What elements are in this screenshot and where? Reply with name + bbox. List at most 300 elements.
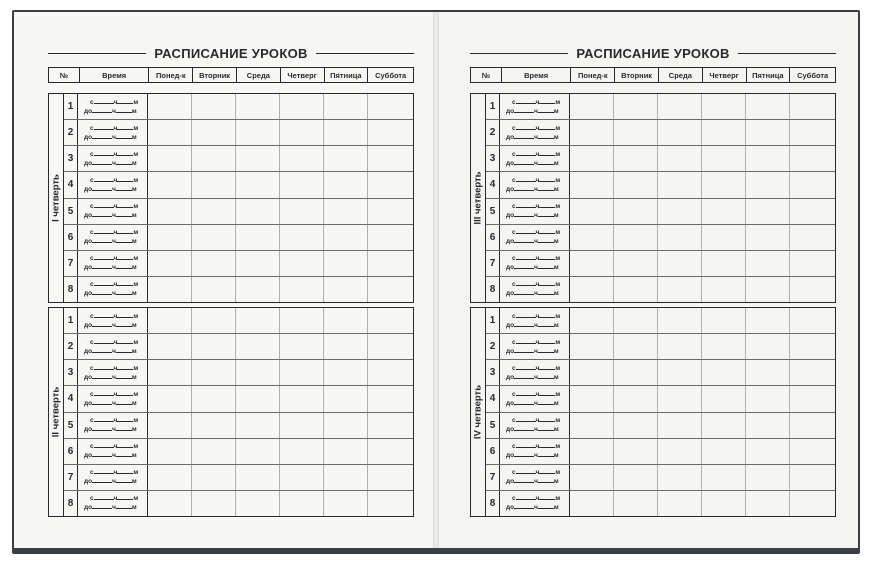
day-cell[interactable]: [280, 465, 324, 490]
day-cell[interactable]: [570, 413, 614, 438]
day-cell[interactable]: [280, 308, 324, 333]
day-cell[interactable]: [746, 491, 790, 516]
time-cell[interactable]: [78, 251, 148, 276]
blank[interactable]: [514, 503, 534, 509]
day-cell[interactable]: [192, 146, 236, 171]
day-cell[interactable]: [658, 491, 702, 516]
day-cell[interactable]: [746, 277, 790, 302]
day-cell[interactable]: [614, 172, 658, 197]
day-cell[interactable]: [658, 277, 702, 302]
day-cell[interactable]: [236, 172, 280, 197]
day-cell[interactable]: [236, 251, 280, 276]
day-cell[interactable]: [192, 308, 236, 333]
day-cell[interactable]: [280, 386, 324, 411]
blank[interactable]: [539, 254, 555, 260]
day-cell[interactable]: [192, 120, 236, 145]
day-cell[interactable]: [236, 360, 280, 385]
day-cell[interactable]: [746, 308, 790, 333]
time-cell[interactable]: [500, 413, 570, 438]
day-cell[interactable]: [658, 225, 702, 250]
day-cell[interactable]: [614, 308, 658, 333]
day-cell[interactable]: [658, 94, 702, 119]
day-cell[interactable]: [148, 94, 192, 119]
blank[interactable]: [516, 494, 536, 500]
day-cell[interactable]: [148, 199, 192, 224]
day-cell[interactable]: [570, 491, 614, 516]
day-cell[interactable]: [570, 277, 614, 302]
blank[interactable]: [117, 254, 133, 260]
day-cell[interactable]: [570, 251, 614, 276]
day-cell[interactable]: [324, 199, 368, 224]
blank[interactable]: [92, 211, 112, 217]
blank[interactable]: [117, 150, 133, 156]
blank[interactable]: [538, 107, 554, 113]
day-cell[interactable]: [702, 225, 746, 250]
blank[interactable]: [538, 321, 554, 327]
day-cell[interactable]: [368, 94, 413, 119]
day-cell[interactable]: [236, 199, 280, 224]
day-cell[interactable]: [790, 439, 835, 464]
day-cell[interactable]: [570, 439, 614, 464]
day-cell[interactable]: [236, 308, 280, 333]
blank[interactable]: [516, 98, 536, 104]
day-cell[interactable]: [236, 465, 280, 490]
time-cell[interactable]: [78, 199, 148, 224]
day-cell[interactable]: [702, 94, 746, 119]
day-cell[interactable]: [790, 386, 835, 411]
day-cell[interactable]: [790, 146, 835, 171]
day-cell[interactable]: [368, 491, 413, 516]
blank[interactable]: [117, 312, 133, 318]
blank[interactable]: [117, 390, 133, 396]
day-cell[interactable]: [790, 334, 835, 359]
blank[interactable]: [514, 263, 534, 269]
day-cell[interactable]: [746, 360, 790, 385]
day-cell[interactable]: [192, 199, 236, 224]
blank[interactable]: [516, 338, 536, 344]
blank[interactable]: [514, 373, 534, 379]
day-cell[interactable]: [324, 439, 368, 464]
day-cell[interactable]: [324, 413, 368, 438]
blank[interactable]: [538, 477, 554, 483]
blank[interactable]: [539, 280, 555, 286]
blank[interactable]: [117, 124, 133, 130]
blank[interactable]: [92, 503, 112, 509]
day-cell[interactable]: [192, 386, 236, 411]
blank[interactable]: [94, 442, 114, 448]
time-cell[interactable]: [500, 439, 570, 464]
day-cell[interactable]: [790, 465, 835, 490]
day-cell[interactable]: [790, 360, 835, 385]
blank[interactable]: [117, 468, 133, 474]
blank[interactable]: [539, 124, 555, 130]
blank[interactable]: [514, 347, 534, 353]
day-cell[interactable]: [746, 120, 790, 145]
time-cell[interactable]: [500, 251, 570, 276]
time-cell[interactable]: [500, 146, 570, 171]
time-cell[interactable]: [78, 334, 148, 359]
day-cell[interactable]: [658, 465, 702, 490]
day-cell[interactable]: [702, 439, 746, 464]
day-cell[interactable]: [658, 413, 702, 438]
blank[interactable]: [514, 159, 534, 165]
blank[interactable]: [514, 477, 534, 483]
blank[interactable]: [116, 503, 132, 509]
day-cell[interactable]: [368, 465, 413, 490]
day-cell[interactable]: [702, 465, 746, 490]
day-cell[interactable]: [368, 251, 413, 276]
day-cell[interactable]: [324, 120, 368, 145]
time-cell[interactable]: [500, 308, 570, 333]
day-cell[interactable]: [702, 413, 746, 438]
day-cell[interactable]: [192, 251, 236, 276]
day-cell[interactable]: [236, 277, 280, 302]
blank[interactable]: [94, 390, 114, 396]
blank[interactable]: [538, 263, 554, 269]
day-cell[interactable]: [148, 172, 192, 197]
day-cell[interactable]: [570, 120, 614, 145]
day-cell[interactable]: [790, 251, 835, 276]
day-cell[interactable]: [658, 308, 702, 333]
blank[interactable]: [94, 468, 114, 474]
day-cell[interactable]: [368, 439, 413, 464]
blank[interactable]: [94, 364, 114, 370]
blank[interactable]: [516, 312, 536, 318]
day-cell[interactable]: [368, 199, 413, 224]
day-cell[interactable]: [614, 94, 658, 119]
day-cell[interactable]: [614, 120, 658, 145]
blank[interactable]: [514, 237, 534, 243]
blank[interactable]: [539, 228, 555, 234]
day-cell[interactable]: [192, 465, 236, 490]
day-cell[interactable]: [614, 491, 658, 516]
blank[interactable]: [514, 185, 534, 191]
blank[interactable]: [94, 228, 114, 234]
day-cell[interactable]: [148, 439, 192, 464]
blank[interactable]: [94, 150, 114, 156]
day-cell[interactable]: [702, 491, 746, 516]
day-cell[interactable]: [746, 225, 790, 250]
day-cell[interactable]: [280, 439, 324, 464]
blank[interactable]: [94, 280, 114, 286]
blank[interactable]: [116, 373, 132, 379]
day-cell[interactable]: [614, 334, 658, 359]
blank[interactable]: [94, 124, 114, 130]
day-cell[interactable]: [702, 360, 746, 385]
day-cell[interactable]: [148, 277, 192, 302]
day-cell[interactable]: [614, 439, 658, 464]
day-cell[interactable]: [746, 334, 790, 359]
blank[interactable]: [516, 442, 536, 448]
time-cell[interactable]: [78, 94, 148, 119]
day-cell[interactable]: [614, 251, 658, 276]
blank[interactable]: [539, 416, 555, 422]
blank[interactable]: [117, 98, 133, 104]
day-cell[interactable]: [192, 439, 236, 464]
blank[interactable]: [539, 390, 555, 396]
day-cell[interactable]: [324, 386, 368, 411]
day-cell[interactable]: [790, 225, 835, 250]
blank[interactable]: [116, 263, 132, 269]
day-cell[interactable]: [324, 465, 368, 490]
day-cell[interactable]: [658, 439, 702, 464]
day-cell[interactable]: [790, 172, 835, 197]
blank[interactable]: [514, 107, 534, 113]
blank[interactable]: [514, 451, 534, 457]
blank[interactable]: [538, 159, 554, 165]
day-cell[interactable]: [148, 360, 192, 385]
day-cell[interactable]: [236, 120, 280, 145]
blank[interactable]: [538, 451, 554, 457]
day-cell[interactable]: [148, 491, 192, 516]
day-cell[interactable]: [236, 439, 280, 464]
day-cell[interactable]: [148, 334, 192, 359]
blank[interactable]: [94, 176, 114, 182]
blank[interactable]: [116, 133, 132, 139]
time-cell[interactable]: [78, 491, 148, 516]
blank[interactable]: [92, 159, 112, 165]
blank[interactable]: [92, 347, 112, 353]
blank[interactable]: [117, 494, 133, 500]
day-cell[interactable]: [658, 251, 702, 276]
day-cell[interactable]: [192, 94, 236, 119]
day-cell[interactable]: [192, 491, 236, 516]
blank[interactable]: [516, 364, 536, 370]
time-cell[interactable]: [78, 146, 148, 171]
blank[interactable]: [516, 202, 536, 208]
day-cell[interactable]: [280, 172, 324, 197]
day-cell[interactable]: [790, 120, 835, 145]
blank[interactable]: [539, 150, 555, 156]
blank[interactable]: [539, 202, 555, 208]
time-cell[interactable]: [500, 277, 570, 302]
blank[interactable]: [538, 347, 554, 353]
day-cell[interactable]: [280, 120, 324, 145]
day-cell[interactable]: [614, 465, 658, 490]
blank[interactable]: [516, 390, 536, 396]
time-cell[interactable]: [78, 225, 148, 250]
time-cell[interactable]: [78, 386, 148, 411]
day-cell[interactable]: [368, 120, 413, 145]
blank[interactable]: [94, 416, 114, 422]
day-cell[interactable]: [702, 251, 746, 276]
blank[interactable]: [538, 289, 554, 295]
blank[interactable]: [516, 150, 536, 156]
day-cell[interactable]: [570, 360, 614, 385]
day-cell[interactable]: [702, 199, 746, 224]
blank[interactable]: [538, 237, 554, 243]
day-cell[interactable]: [570, 334, 614, 359]
day-cell[interactable]: [368, 146, 413, 171]
day-cell[interactable]: [702, 277, 746, 302]
day-cell[interactable]: [570, 225, 614, 250]
blank[interactable]: [94, 98, 114, 104]
blank[interactable]: [538, 185, 554, 191]
time-cell[interactable]: [500, 225, 570, 250]
day-cell[interactable]: [324, 251, 368, 276]
day-cell[interactable]: [236, 225, 280, 250]
blank[interactable]: [514, 425, 534, 431]
blank[interactable]: [538, 425, 554, 431]
day-cell[interactable]: [570, 146, 614, 171]
day-cell[interactable]: [570, 94, 614, 119]
day-cell[interactable]: [790, 308, 835, 333]
day-cell[interactable]: [570, 172, 614, 197]
blank[interactable]: [117, 202, 133, 208]
time-cell[interactable]: [500, 360, 570, 385]
day-cell[interactable]: [192, 334, 236, 359]
blank[interactable]: [539, 98, 555, 104]
day-cell[interactable]: [702, 386, 746, 411]
day-cell[interactable]: [192, 277, 236, 302]
blank[interactable]: [116, 289, 132, 295]
blank[interactable]: [92, 263, 112, 269]
day-cell[interactable]: [746, 439, 790, 464]
day-cell[interactable]: [368, 360, 413, 385]
blank[interactable]: [539, 176, 555, 182]
blank[interactable]: [516, 228, 536, 234]
day-cell[interactable]: [790, 491, 835, 516]
day-cell[interactable]: [368, 413, 413, 438]
day-cell[interactable]: [614, 146, 658, 171]
day-cell[interactable]: [368, 172, 413, 197]
blank[interactable]: [92, 477, 112, 483]
day-cell[interactable]: [570, 308, 614, 333]
time-cell[interactable]: [78, 413, 148, 438]
blank[interactable]: [538, 133, 554, 139]
time-cell[interactable]: [500, 386, 570, 411]
day-cell[interactable]: [324, 308, 368, 333]
blank[interactable]: [514, 133, 534, 139]
day-cell[interactable]: [790, 277, 835, 302]
day-cell[interactable]: [368, 308, 413, 333]
day-cell[interactable]: [148, 465, 192, 490]
day-cell[interactable]: [148, 120, 192, 145]
day-cell[interactable]: [236, 413, 280, 438]
day-cell[interactable]: [658, 386, 702, 411]
blank[interactable]: [538, 399, 554, 405]
day-cell[interactable]: [236, 94, 280, 119]
day-cell[interactable]: [658, 120, 702, 145]
blank[interactable]: [116, 321, 132, 327]
day-cell[interactable]: [192, 360, 236, 385]
blank[interactable]: [538, 373, 554, 379]
day-cell[interactable]: [148, 146, 192, 171]
day-cell[interactable]: [790, 413, 835, 438]
blank[interactable]: [116, 347, 132, 353]
day-cell[interactable]: [614, 277, 658, 302]
day-cell[interactable]: [702, 334, 746, 359]
day-cell[interactable]: [148, 225, 192, 250]
day-cell[interactable]: [280, 199, 324, 224]
day-cell[interactable]: [192, 225, 236, 250]
day-cell[interactable]: [280, 334, 324, 359]
blank[interactable]: [94, 254, 114, 260]
day-cell[interactable]: [746, 413, 790, 438]
blank[interactable]: [516, 176, 536, 182]
day-cell[interactable]: [746, 251, 790, 276]
day-cell[interactable]: [790, 199, 835, 224]
blank[interactable]: [116, 237, 132, 243]
day-cell[interactable]: [368, 277, 413, 302]
day-cell[interactable]: [658, 199, 702, 224]
blank[interactable]: [116, 107, 132, 113]
day-cell[interactable]: [746, 465, 790, 490]
blank[interactable]: [92, 399, 112, 405]
blank[interactable]: [538, 503, 554, 509]
blank[interactable]: [117, 416, 133, 422]
blank[interactable]: [539, 338, 555, 344]
day-cell[interactable]: [324, 172, 368, 197]
day-cell[interactable]: [236, 146, 280, 171]
day-cell[interactable]: [658, 334, 702, 359]
blank[interactable]: [116, 185, 132, 191]
blank[interactable]: [94, 494, 114, 500]
blank[interactable]: [514, 321, 534, 327]
day-cell[interactable]: [658, 360, 702, 385]
time-cell[interactable]: [78, 172, 148, 197]
blank[interactable]: [516, 468, 536, 474]
time-cell[interactable]: [500, 199, 570, 224]
day-cell[interactable]: [746, 199, 790, 224]
day-cell[interactable]: [658, 172, 702, 197]
time-cell[interactable]: [500, 120, 570, 145]
day-cell[interactable]: [702, 146, 746, 171]
day-cell[interactable]: [702, 172, 746, 197]
day-cell[interactable]: [570, 465, 614, 490]
day-cell[interactable]: [236, 334, 280, 359]
day-cell[interactable]: [280, 360, 324, 385]
day-cell[interactable]: [746, 386, 790, 411]
time-cell[interactable]: [500, 334, 570, 359]
day-cell[interactable]: [192, 413, 236, 438]
time-cell[interactable]: [78, 465, 148, 490]
blank[interactable]: [92, 373, 112, 379]
day-cell[interactable]: [280, 277, 324, 302]
blank[interactable]: [117, 280, 133, 286]
day-cell[interactable]: [148, 308, 192, 333]
blank[interactable]: [539, 468, 555, 474]
day-cell[interactable]: [324, 277, 368, 302]
day-cell[interactable]: [192, 172, 236, 197]
blank[interactable]: [116, 451, 132, 457]
day-cell[interactable]: [614, 225, 658, 250]
day-cell[interactable]: [614, 360, 658, 385]
day-cell[interactable]: [280, 225, 324, 250]
blank[interactable]: [117, 176, 133, 182]
day-cell[interactable]: [324, 334, 368, 359]
day-cell[interactable]: [324, 225, 368, 250]
blank[interactable]: [514, 211, 534, 217]
day-cell[interactable]: [790, 94, 835, 119]
day-cell[interactable]: [148, 251, 192, 276]
day-cell[interactable]: [280, 146, 324, 171]
blank[interactable]: [516, 280, 536, 286]
blank[interactable]: [516, 416, 536, 422]
day-cell[interactable]: [368, 386, 413, 411]
blank[interactable]: [117, 442, 133, 448]
blank[interactable]: [116, 159, 132, 165]
day-cell[interactable]: [746, 172, 790, 197]
time-cell[interactable]: [78, 308, 148, 333]
day-cell[interactable]: [236, 491, 280, 516]
blank[interactable]: [116, 211, 132, 217]
time-cell[interactable]: [500, 465, 570, 490]
blank[interactable]: [538, 211, 554, 217]
blank[interactable]: [94, 338, 114, 344]
day-cell[interactable]: [368, 225, 413, 250]
blank[interactable]: [116, 399, 132, 405]
